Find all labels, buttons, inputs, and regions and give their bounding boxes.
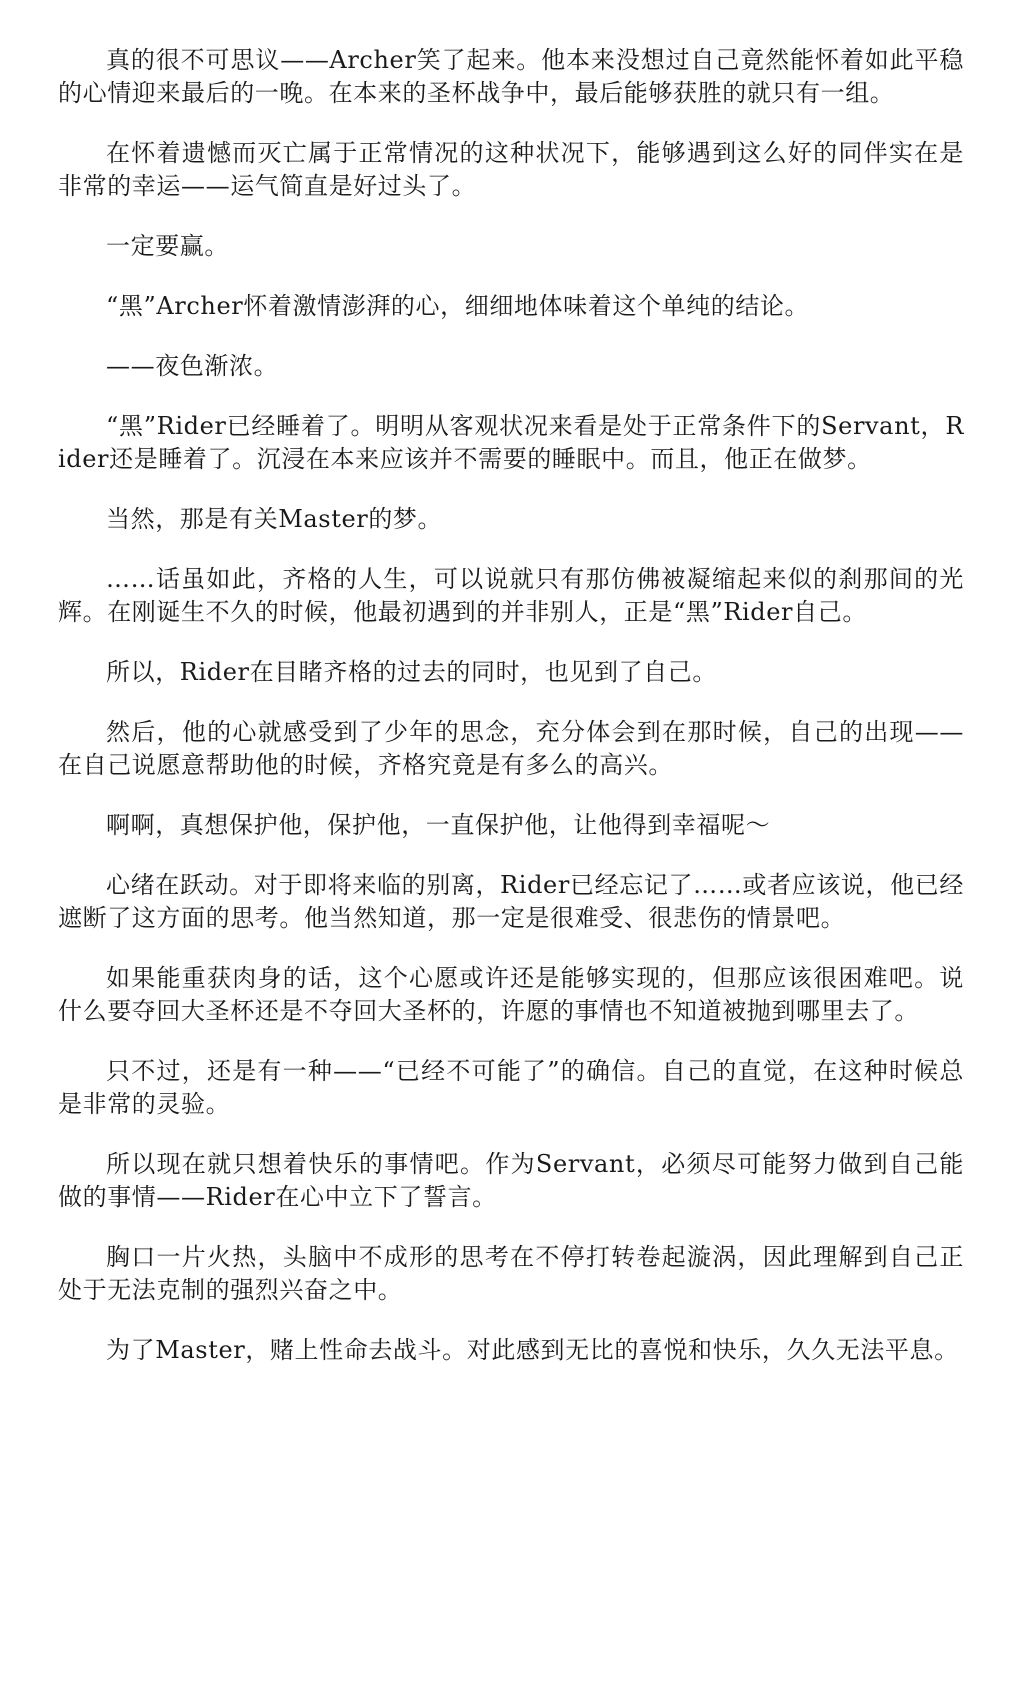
- paragraph-15: 所以现在就只想着快乐的事情吧。作为Servant，必须尽可能努力做到自己能做的事情——Rider在心中立下了誓言。: [58, 1150, 964, 1211]
- paragraph-10: 然后，他的心就感受到了少年的思念，充分体会到在那时候，自己的出现——在自己说愿意帮助他的时候，齐格究竟是有多么的高兴。: [58, 718, 964, 779]
- paragraph-5: ——夜色渐浓。: [106, 352, 279, 380]
- paragraph-11: 啊啊，真想保护他，保护他，一直保护他，让他得到幸福呢～: [106, 811, 771, 839]
- paragraph-8: ……话虽如此，齐格的人生，可以说就只有那仿佛被凝缩起来似的刹那间的光辉。在刚诞生不久的时候，他最初遇到的并非别人，正是“黑”Rider自己。: [58, 565, 964, 626]
- paragraph-4: “黑”Archer怀着激情澎湃的心，细细地体味着这个单纯的结论。: [106, 292, 810, 320]
- paragraph-2: 在怀着遗憾而灭亡属于正常情况的这种状况下，能够遇到这么好的同伴实在是非常的幸运——运气简直是好过头了。: [58, 139, 964, 200]
- paragraph-14: 只不过，还是有一种——“已经不可能了”的确信。自己的直觉，在这种时候总是非常的灵验。: [58, 1057, 964, 1118]
- paragraph-12: 心绪在跃动。对于即将来临的别离，Rider已经忘记了……或者应该说，他已经遮断了这方面的思考。他当然知道，那一定是很难受、很悲伤的情景吧。: [58, 871, 964, 932]
- paragraph-3: 一定要赢。: [106, 232, 229, 260]
- paragraph-13: 如果能重获肉身的话，这个心愿或许还是能够实现的，但那应该很困难吧。说什么要夺回大圣杯还是不夺回大圣杯的，许愿的事情也不知道被抛到哪里去了。: [58, 964, 964, 1025]
- paragraph-7: 当然，那是有关Master的梦。: [106, 505, 443, 533]
- document-page: [58, 44, 964, 1394]
- paragraph-9: 所以，Rider在目睹齐格的过去的同时，也见到了自己。: [106, 658, 717, 686]
- paragraph-17: 为了Master，赌上性命去战斗。对此感到无比的喜悦和快乐，久久无法平息。: [106, 1336, 959, 1364]
- paragraph-6: “黑”Rider已经睡着了。明明从客观状况来看是处于正常条件下的Servant，Rider还是睡着了。沉浸在本来应该并不需要的睡眠中。而且，他正在做梦。: [58, 412, 964, 473]
- paragraph-16: 胸口一片火热，头脑中不成形的思考在不停打转卷起漩涡，因此理解到自己正处于无法克制的强烈兴奋之中。: [58, 1243, 964, 1304]
- paragraph-1: 真的很不可思议——Archer笑了起来。他本来没想过自己竟然能怀着如此平稳的心情迎来最后的一晚。在本来的圣杯战争中，最后能够获胜的就只有一组。: [58, 46, 964, 107]
